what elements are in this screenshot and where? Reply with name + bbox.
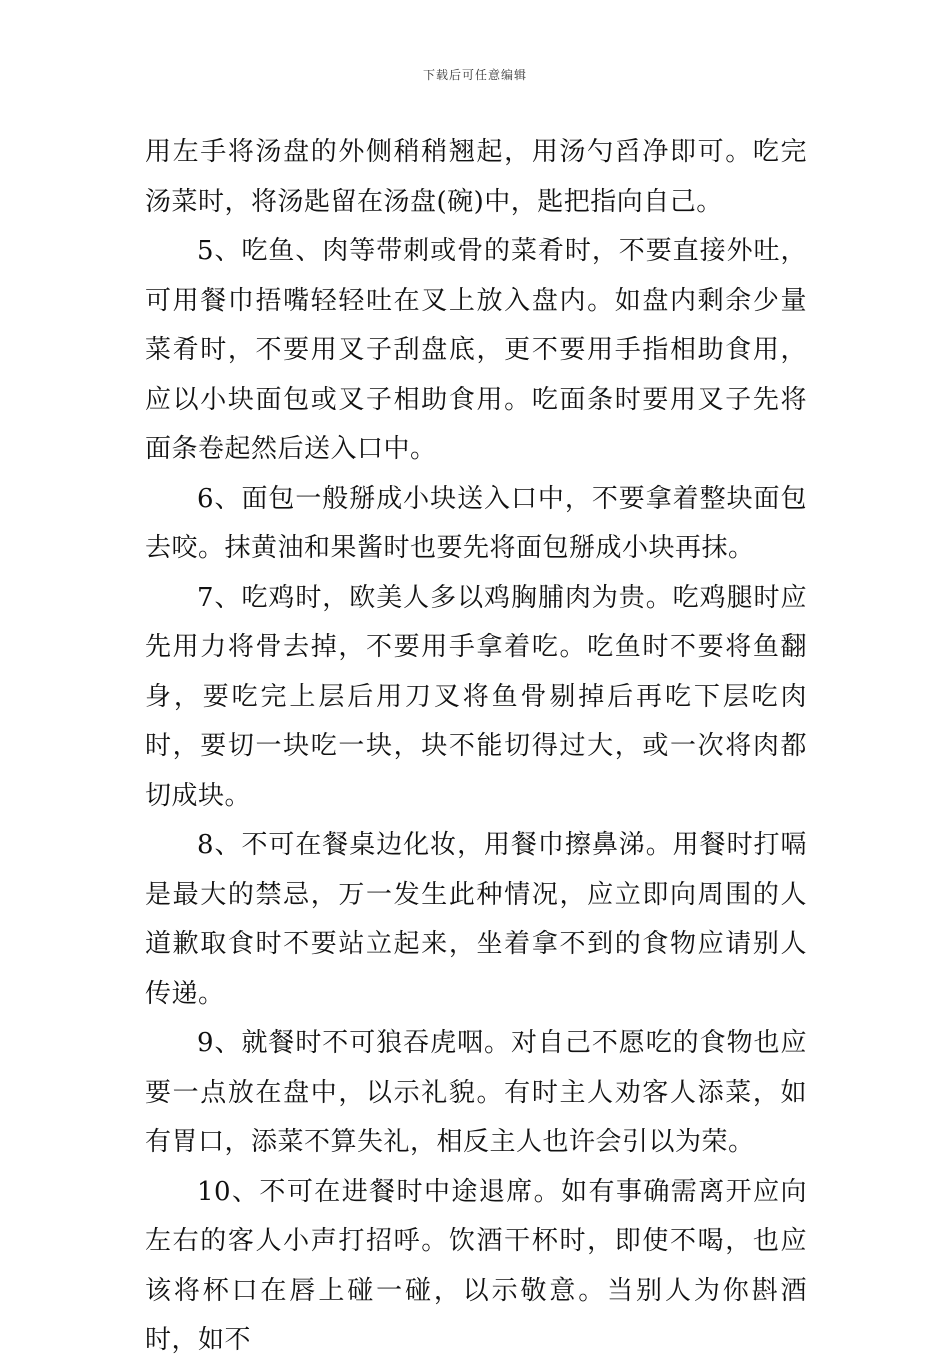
paragraph-item-6: 6、面包一般掰成小块送入口中，不要拿着整块面包去咬。抹黄油和果酱时也要先将面包掰成小块再抹。 xyxy=(145,483,807,563)
paragraph-continuation: 用左手将汤盘的外侧稍稍翘起，用汤勺舀净即可。吃完汤菜时，将汤匙留在汤盘(碗)中，匙把指向自己。 xyxy=(145,137,807,217)
page-header: 下载后可任意编辑 xyxy=(422,68,527,82)
paragraph-item-5: 5、吃鱼、肉等带刺或骨的菜肴时，不要直接外吐，可用餐巾捂嘴轻轻吐在叉上放入盘内。如盘内剩余少量菜肴时，不要用叉子刮盘底，更不要用手指相助食用，应以小块面包或叉子相助食用。吃面条时要用叉子先将面条卷起然后送入口中。 xyxy=(145,236,807,464)
paragraph-item-9: 9、就餐时不可狼吞虎咽。对自己不愿吃的食物也应要一点放在盘中，以示礼貌。有时主人劝客人添菜，如有胃口，添菜不算失礼，相反主人也许会引以为荣。 xyxy=(145,1028,807,1157)
paragraph-item-10: 10、不可在进餐时中途退席。如有事确需离开应向左右的客人小声打招呼。饮酒干杯时，即使不喝，也应该将杯口在唇上碰一碰，以示敬意。当别人为你斟酒时，如不 xyxy=(145,1176,807,1355)
paragraph-item-7: 7、吃鸡时，欧美人多以鸡胸脯肉为贵。吃鸡腿时应先用力将骨去掉，不要用手拿着吃。吃鱼时不要将鱼翻身，要吃完上层后用刀叉将鱼骨剔掉后再吃下层吃肉时，要切一块吃一块，块不能切得过大，或一次将肉都切成块。 xyxy=(145,582,807,811)
document-body xyxy=(145,128,807,1366)
paragraph-item-8: 8、不可在餐桌边化妆，用餐巾擦鼻涕。用餐时打嗝是最大的禁忌，万一发生此种情况，应立即向周围的人道歉取食时不要站立起来，坐着拿不到的食物应请别人传递。 xyxy=(145,830,807,1009)
